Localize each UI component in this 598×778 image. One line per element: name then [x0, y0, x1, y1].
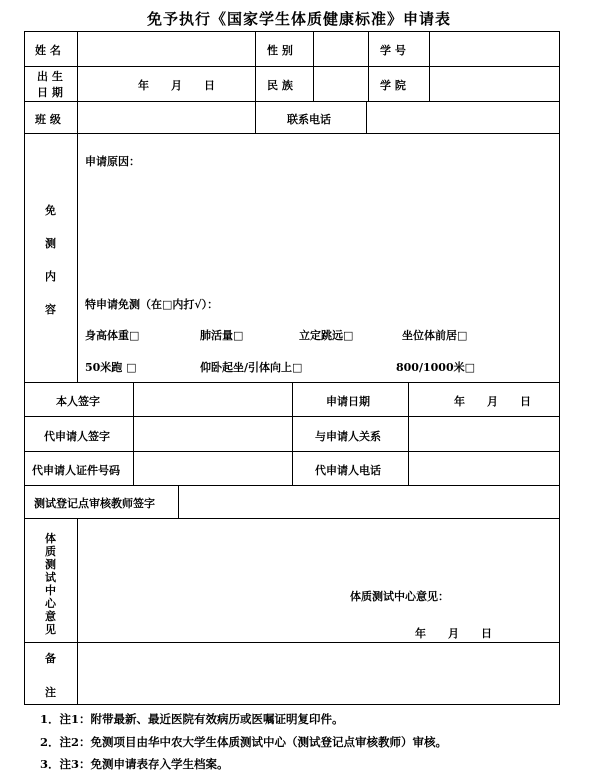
item-situp-pullup-checkbox[interactable]: 仰卧起坐/引体向上□ — [200, 361, 303, 374]
item-sit-reach-checkbox[interactable]: 坐位体前居□ — [402, 329, 468, 342]
class-label: 班 级 — [35, 113, 61, 126]
center-side-label-3: 测 — [45, 558, 56, 571]
birth-label-line2: 日 期 — [37, 86, 63, 99]
ethnicity-label: 民 族 — [267, 79, 293, 92]
note-1: 1．注1：附带最新、最近医院有效病历或医嘱证明复印件。 — [40, 712, 344, 726]
gender-label: 性 别 — [267, 44, 293, 57]
name-label: 姓 名 — [35, 44, 61, 57]
college-label: 学 院 — [380, 79, 406, 92]
remarks-side-label-2: 注 — [45, 686, 56, 699]
special-request-label: 特申请免测（在□内打√）： — [85, 298, 219, 311]
proxy-id-field[interactable] — [134, 452, 291, 485]
proxy-phone-label: 代申请人电话 — [315, 464, 381, 477]
proxy-id-label: 代申请人证件号码 — [32, 464, 120, 477]
center-side-label-2: 质 — [45, 545, 56, 558]
note-2: 2．注2：免测项目由华中农大学生体质测试中心（测试登记点审核教师）审核。 — [40, 735, 447, 749]
item-50m-checkbox[interactable]: 50米跑 □ — [85, 361, 137, 374]
exempt-side-label-3: 内 — [45, 270, 56, 283]
item-standing-jump-checkbox[interactable]: 立定跳远□ — [299, 329, 354, 342]
center-side-label-4: 试 — [45, 571, 56, 584]
center-opinion-field[interactable] — [78, 519, 559, 642]
proxy-sign-label: 代申请人签字 — [44, 430, 110, 443]
center-side-label-8: 见 — [45, 623, 56, 636]
reason-field[interactable] — [85, 172, 545, 282]
center-side-label-7: 意 — [45, 610, 56, 623]
ethnicity-field[interactable] — [314, 67, 367, 101]
center-side-label-6: 心 — [45, 597, 56, 610]
exempt-side-label-1: 免 — [45, 204, 56, 217]
relation-field[interactable] — [409, 417, 559, 451]
relation-label: 与申请人关系 — [315, 430, 381, 443]
reason-label: 申请原因： — [85, 155, 140, 168]
center-side-label-1: 体 — [45, 532, 56, 545]
exempt-side-label-4: 容 — [45, 303, 56, 316]
class-field[interactable] — [78, 102, 254, 133]
exempt-side-label-2: 测 — [45, 237, 56, 250]
item-height-weight-checkbox[interactable]: 身高体重□ — [85, 329, 140, 342]
note-3: 3．注3：免测申请表存入学生档案。 — [40, 757, 229, 771]
remarks-side-label-1: 备 — [45, 652, 56, 665]
proxy-sign-field[interactable] — [134, 417, 291, 451]
college-field[interactable] — [430, 67, 559, 101]
student-id-label: 学 号 — [380, 44, 406, 57]
teacher-sign-label: 测试登记点审核教师签字 — [34, 497, 155, 510]
birth-label-line1: 出 生 — [37, 70, 63, 83]
birth-date-field[interactable]: 年 月 日 — [138, 79, 215, 92]
gender-field[interactable] — [314, 32, 367, 66]
apply-date-label: 申请日期 — [326, 395, 370, 408]
item-800-1000m-checkbox[interactable]: 800/1000米□ — [396, 361, 475, 374]
student-id-field[interactable] — [430, 32, 559, 66]
center-date-field[interactable]: 年 月 日 — [415, 627, 492, 640]
name-field[interactable] — [78, 32, 254, 66]
phone-field[interactable] — [367, 102, 559, 133]
self-sign-label: 本人签字 — [56, 395, 100, 408]
self-sign-field[interactable] — [134, 383, 291, 416]
remarks-field[interactable] — [78, 643, 559, 704]
center-side-label-5: 中 — [45, 584, 56, 597]
phone-label: 联系电话 — [287, 113, 331, 126]
form-title: 免予执行《国家学生体质健康标准》申请表 — [146, 10, 451, 28]
center-opinion-label: 体质测试中心意见： — [350, 590, 449, 603]
apply-date-field[interactable]: 年 月 日 — [454, 395, 531, 408]
teacher-sign-field[interactable] — [179, 486, 559, 518]
proxy-phone-field[interactable] — [409, 452, 559, 485]
item-lung-capacity-checkbox[interactable]: 肺活量□ — [200, 329, 244, 342]
